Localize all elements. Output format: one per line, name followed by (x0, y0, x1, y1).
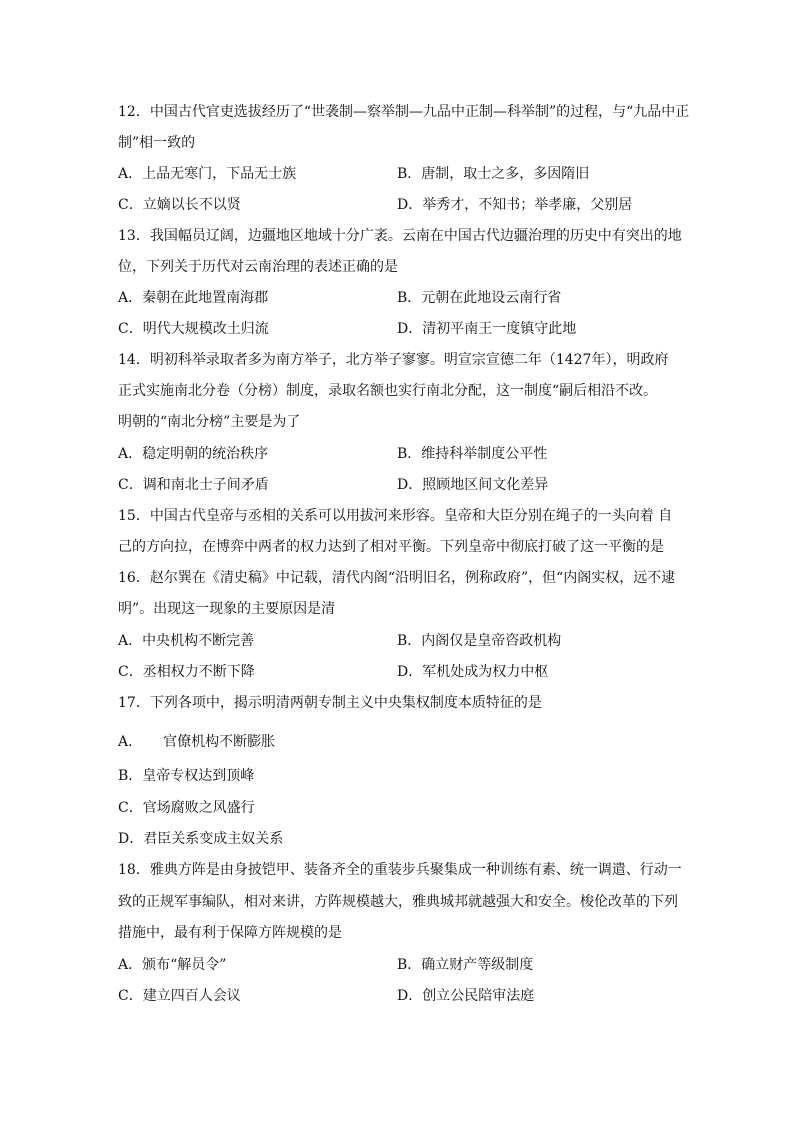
q16-stem-line1: 16．赵尔巽在《清史稿》中记载，清代内阁“沿明旧名，例称政府”，但“内阁实权，远不逮 (118, 570, 676, 586)
q16-option-b: B．内阁仅是皇帝咨政机构 (397, 633, 562, 649)
q14-option-d: D．照顾地区间文化差异 (397, 477, 549, 493)
q13-option-d: D．清初平南王一度镇守此地 (397, 321, 577, 337)
q13-stem-line1: 13．我国幅员辽阔，边疆地区地域十分广袤。云南在中国古代边疆治理的历史中有突出的地 (118, 228, 682, 244)
q14-option-b: B．维持科举制度公平性 (397, 446, 548, 462)
q13-stem-line2: 位，下列关于历代对云南治理的表述正确的是 (118, 259, 398, 275)
q14-stem-line2: 正式实施南北分卷（分榜）制度，录取名额也实行南北分配，这一制度“嗣后相沿不改。 (118, 383, 658, 399)
q14-option-c: C．调和南北士子间矛盾 (118, 477, 269, 493)
q17-stem-line1: 17．下列各项中，揭示明清两朝专制主义中央集权制度本质特征的是 (118, 695, 542, 711)
q17-option-b: B．皇帝专权达到顶峰 (118, 768, 255, 784)
q18-stem-line2: 致的正规军事编队，相对来讲，方阵规模越大，雅典城邦就越强大和安全。梭伦改革的下列 (118, 894, 678, 910)
q13-option-a: A．秦朝在此地置南海郡 (118, 290, 269, 306)
q15-stem-line1: 15．中国古代皇帝与丞相的关系可以用拔河来形容。皇帝和大臣分别在绳子的一头向着 自 (118, 508, 673, 524)
q16-option-c: C．丞相权力不断下降 (118, 664, 255, 680)
q18-option-b: B．确立财产等级制度 (397, 957, 534, 973)
q14-stem-line1: 14．明初科举录取者多为南方举子，北方举子寥寥。明宣宗宣德二年（1427年），明政府 (118, 352, 669, 368)
q12-option-a: A．上品无寒门，下品无士族 (118, 166, 297, 182)
q16-option-a: A．中央机构不断完善 (118, 633, 255, 649)
q13-option-b: B．元朝在此地设云南行省 (397, 290, 562, 306)
q16-stem-line2: 明”。出现这一现象的主要原因是清 (118, 601, 336, 617)
q16-option-d: D．军机处成为权力中枢 (397, 664, 549, 680)
q18-option-d: D．创立公民陪审法庭 (397, 988, 535, 1004)
q12-option-c: C．立嫡以长不以贤 (118, 197, 241, 213)
q18-stem-line3: 措施中，最有利于保障方阵规模的是 (118, 925, 342, 941)
q13-option-c: C．明代大规模改土归流 (118, 321, 269, 337)
q12-option-b: B．唐制，取士之多，多因隋旧 (397, 166, 590, 182)
q12-stem-line1: 12．中国古代官吏选拔经历了“世袭制—察举制—九品中正制—科举制”的过程，与“九品中正 (118, 104, 690, 120)
q17-option-a: A． 官僚机构不断膨胀 (118, 734, 276, 750)
q12-stem-line2: 制”相一致的 (118, 135, 196, 151)
q14-stem-line3: 明朝的“南北分榜”主要是为了 (118, 414, 301, 430)
q15-stem-line2: 己的方向拉，在博弈中两者的权力达到了相对平衡。下列皇帝中彻底打破了这一平衡的是 (118, 539, 664, 555)
q17-option-d: D．君臣关系变成主奴关系 (118, 831, 284, 847)
q18-stem-line1: 18．雅典方阵是由身披铠甲、装备齐全的重装步兵聚集成一种训练有素、统一调遣、行动一 (118, 862, 682, 878)
q12-option-d: D．举秀才，不知书；举孝廉，父别居 (397, 197, 633, 213)
q18-option-c: C．建立四百人会议 (118, 988, 241, 1004)
q17-option-c: C．官场腐败之风盛行 (118, 800, 255, 816)
q18-option-a: A．颁布“解员令” (118, 957, 227, 973)
q14-option-a: A．稳定明朝的统治秩序 (118, 446, 269, 462)
